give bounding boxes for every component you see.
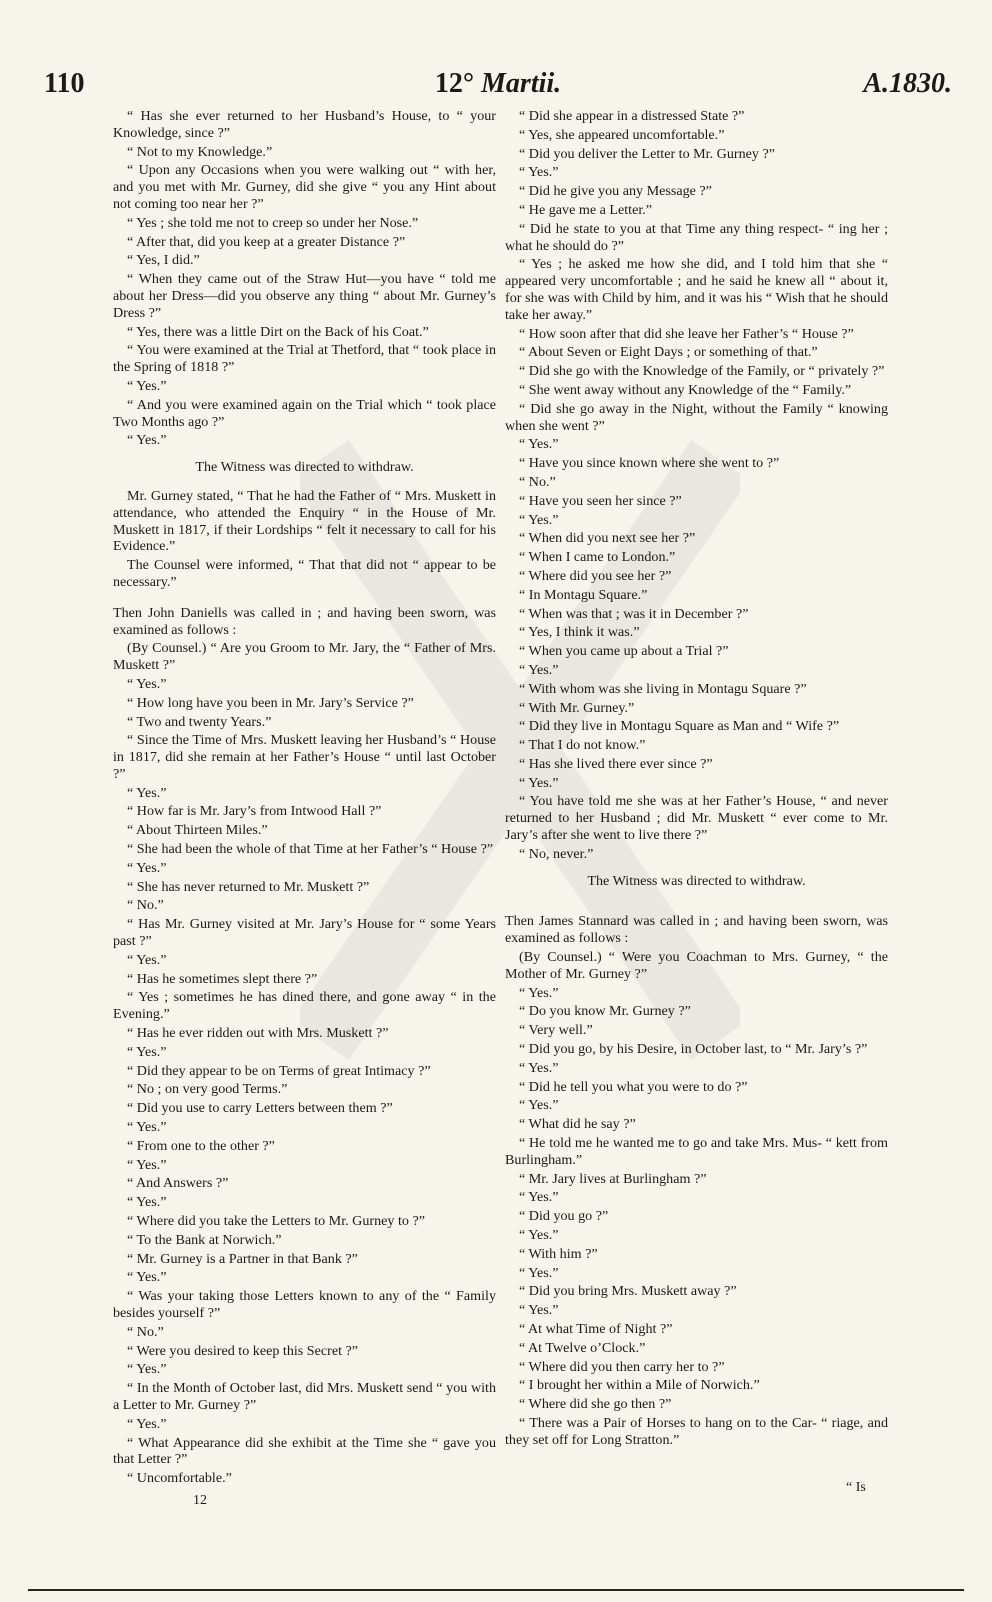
question-paragraph: “ After that, did you keep at a greater Distance ?” bbox=[127, 233, 406, 250]
question-paragraph: “ When did you next see her ?” bbox=[519, 530, 696, 547]
question-paragraph: “ When they came out of the Straw Hut—you have “ told me about her Dress—did you observe any thing “ about Mr. Gurney’s Dress ?” bbox=[113, 271, 496, 321]
answer-paragraph: “ With Mr. Gurney.” bbox=[519, 699, 635, 716]
question-paragraph: “ Did she go with the Knowledge of the Family, or “ privately ?” bbox=[519, 363, 885, 380]
answer-paragraph: “ Yes.” bbox=[127, 784, 167, 801]
answer-paragraph: “ Yes.” bbox=[127, 951, 167, 968]
question-paragraph: “ You have told me she was at her Father’s House, “ and never returned to her Husband ; did Mr. Muskett “ ever come to Mr. Jary’s after she went to live there ?” bbox=[505, 793, 888, 844]
answer-paragraph: “ No ; on very good Terms.” bbox=[127, 1081, 288, 1098]
answer-paragraph: “ Yes.” bbox=[127, 675, 167, 692]
question-paragraph: “ Did he tell you what you were to do ?” bbox=[519, 1078, 748, 1095]
answer-paragraph: “ I brought her within a Mile of Norwich.” bbox=[519, 1377, 760, 1394]
question-paragraph: “ Where did you then carry her to ?” bbox=[519, 1358, 725, 1375]
answer-paragraph: “ In Montagu Square.” bbox=[519, 586, 648, 603]
answer-paragraph: “ Yes.” bbox=[519, 164, 559, 181]
question-paragraph: Mr. Gurney stated, “ That he had the Father of “ Mrs. Muskett in attendance, who attended the Enquiry “ in the House of Mr. Muskett in 1817, if their Lordships “ felt it necessary to call for his Evidence.” bbox=[113, 487, 496, 555]
answer-paragraph: “ Yes, there was a little Dirt on the Back of his Coat.” bbox=[127, 323, 429, 340]
spacer bbox=[505, 901, 888, 913]
question-paragraph: “ She had been the whole of that Time at her Father’s “ House ?” bbox=[127, 841, 494, 858]
question-paragraph: “ Has he ever ridden out with Mrs. Muskett ?” bbox=[127, 1025, 389, 1042]
witness-withdraw-note: The Witness was directed to withdraw. bbox=[587, 872, 806, 889]
question-paragraph: “ You were examined at the Trial at Thetford, that “ took place in the Spring of 1818 ?” bbox=[113, 342, 496, 376]
question-paragraph: “ Upon any Occasions when you were walking out “ with her, and you met with Mr. Gurney, did she give “ you any Hint about not coming too near her ?” bbox=[113, 162, 496, 212]
right-column bbox=[505, 108, 888, 1451]
page-number: 110 bbox=[44, 68, 85, 99]
answer-paragraph: “ Yes.” bbox=[519, 1227, 559, 1244]
question-paragraph: “ Has Mr. Gurney visited at Mr. Jary’s House for “ some Years past ?” bbox=[113, 916, 496, 950]
catchword: “ Is bbox=[846, 1480, 866, 1495]
question-paragraph: “ Did you use to carry Letters between them ?” bbox=[127, 1100, 393, 1117]
header-year: A.1830. bbox=[863, 68, 952, 99]
answer-paragraph: “ Uncomfortable.” bbox=[127, 1470, 232, 1487]
question-paragraph: “ Did you bring Mrs. Muskett away ?” bbox=[519, 1283, 737, 1300]
answer-paragraph: “ About Seven or Eight Days ; or something of that.” bbox=[519, 344, 818, 361]
answer-paragraph: “ No.” bbox=[519, 473, 556, 490]
question-paragraph: “ In the Month of October last, did Mrs. Muskett send “ you with a Letter to Mr. Gurney ?” bbox=[113, 1380, 496, 1413]
question-paragraph: “ At what Time of Night ?” bbox=[519, 1321, 673, 1337]
answer-paragraph: “ About Thirteen Miles.” bbox=[127, 822, 268, 839]
answer-paragraph: “ Yes.” bbox=[127, 1043, 167, 1060]
question-paragraph: “ Did you deliver the Letter to Mr. Gurney ?” bbox=[519, 145, 775, 162]
question-paragraph: “ Did he state to you at that Time any thing respect- “ ing her ; what he should do ?” bbox=[505, 220, 888, 254]
answer-paragraph: “ He gave me a Letter.” bbox=[519, 201, 653, 218]
answer-paragraph: “ Yes.” bbox=[127, 1415, 167, 1432]
answer-paragraph: “ Yes.” bbox=[519, 1189, 559, 1206]
question-paragraph: “ Did you go ?” bbox=[519, 1208, 609, 1225]
bottom-rule bbox=[28, 1589, 964, 1591]
answer-paragraph: “ He told me he wanted me to go and take Mrs. Mus- “ kett from Burlingham.” bbox=[505, 1135, 888, 1168]
question-paragraph: “ Have you seen her since ?” bbox=[519, 492, 682, 509]
question-paragraph: “ What Appearance did she exhibit at the Time she “ gave you that Letter ?” bbox=[113, 1434, 496, 1468]
answer-paragraph: “ Yes, she appeared uncomfortable.” bbox=[519, 126, 725, 143]
answer-paragraph: “ Yes.” bbox=[519, 436, 559, 453]
question-paragraph: “ And you were examined again on the Trial which “ took place Two Months ago ?” bbox=[113, 396, 496, 430]
answer-paragraph: “ Yes.” bbox=[519, 1264, 559, 1281]
answer-paragraph: “ Two and twenty Years.” bbox=[127, 713, 272, 730]
question-paragraph: “ And Answers ?” bbox=[127, 1175, 229, 1192]
answer-paragraph: “ Yes.” bbox=[519, 1302, 559, 1319]
answer-paragraph: “ That I do not know.” bbox=[519, 737, 646, 754]
question-paragraph: “ With him ?” bbox=[519, 1245, 598, 1262]
answer-paragraph: “ No, never.” bbox=[519, 845, 594, 862]
answer-paragraph: “ Yes.” bbox=[519, 1059, 559, 1076]
answer-paragraph: “ Yes.” bbox=[127, 432, 167, 449]
answer-paragraph: “ Yes.” bbox=[127, 1156, 167, 1173]
answer-paragraph: “ Yes.” bbox=[127, 377, 167, 394]
question-paragraph: “ Mr. Gurney is a Partner in that Bank ?” bbox=[127, 1250, 358, 1267]
question-paragraph: (By Counsel.) “ Are you Groom to Mr. Jary, the “ Father of Mrs. Muskett ?” bbox=[113, 640, 496, 674]
question-paragraph: “ Did you go, by his Desire, in October last, to “ Mr. Jary’s ?” bbox=[519, 1041, 868, 1058]
header-date-number: 12° bbox=[434, 68, 475, 99]
page-header bbox=[36, 64, 960, 100]
question-paragraph: “ With whom was she living in Montagu Square ?” bbox=[519, 680, 807, 697]
question-paragraph: “ How long have you been in Mr. Jary’s Service ?” bbox=[127, 694, 414, 711]
answer-paragraph: “ Yes.” bbox=[127, 859, 167, 876]
answer-paragraph: “ There was a Pair of Horses to hang on to the Car- “ riage, and they set off for Long Stratton.” bbox=[505, 1414, 888, 1448]
answer-paragraph: “ Yes.” bbox=[127, 1194, 167, 1211]
answer-paragraph: “ Yes, I think it was.” bbox=[519, 624, 640, 641]
header-date bbox=[36, 68, 960, 100]
answer-paragraph: “ Not to my Knowledge.” bbox=[127, 143, 273, 160]
answer-paragraph: “ Yes.” bbox=[127, 1361, 167, 1378]
answer-paragraph: “ Yes ; sometimes he has dined there, and gone away “ in the Evening.” bbox=[113, 989, 496, 1023]
answer-paragraph: “ Yes.” bbox=[519, 511, 559, 528]
answer-paragraph: “ When I came to London.” bbox=[519, 549, 676, 566]
answer-paragraph: “ At Twelve o’Clock.” bbox=[519, 1339, 646, 1356]
answer-paragraph: “ Yes, I did.” bbox=[127, 252, 200, 269]
answer-paragraph: “ No.” bbox=[127, 897, 164, 914]
answer-paragraph: “ Yes.” bbox=[519, 661, 559, 678]
question-paragraph: “ Where did you see her ?” bbox=[519, 567, 672, 584]
question-paragraph: “ Has she lived there ever since ?” bbox=[519, 755, 713, 772]
question-paragraph: “ Has she ever returned to her Husband’s House, to “ your Knowledge, since ?” bbox=[113, 108, 496, 141]
question-paragraph: “ Did they appear to be on Terms of great Intimacy ?” bbox=[127, 1062, 431, 1079]
question-paragraph: “ Where did she go then ?” bbox=[519, 1396, 672, 1413]
left-column bbox=[113, 108, 496, 1510]
question-paragraph: “ Where did you take the Letters to Mr. Gurney to ?” bbox=[127, 1213, 425, 1230]
question-paragraph: “ How soon after that did she leave her Father’s “ House ?” bbox=[519, 325, 854, 342]
question-paragraph: (By Counsel.) “ Were you Coachman to Mrs. Gurney, “ the Mother of Mr. Gurney ?” bbox=[505, 949, 888, 982]
answer-paragraph: “ Very well.” bbox=[519, 1022, 593, 1039]
witness-withdraw-note: The Witness was directed to withdraw. bbox=[195, 459, 414, 476]
question-paragraph: “ From one to the other ?” bbox=[127, 1137, 275, 1154]
answer-paragraph: “ She went away without any Knowledge of the “ Family.” bbox=[519, 381, 852, 398]
question-paragraph: “ Mr. Jary lives at Burlingham ?” bbox=[519, 1170, 707, 1187]
answer-paragraph: “ Yes.” bbox=[127, 1119, 167, 1136]
question-paragraph: “ When you came up about a Trial ?” bbox=[519, 643, 729, 660]
answer-paragraph: “ Yes ; he asked me how she did, and I told him that she “ appeared very uncomfortable ; and he said he knew all “ about it, for she was with Child by him, and it was his “ Wish that he should take her away.” bbox=[505, 256, 888, 323]
witness-intro: Then John Daniells was called in ; and having been sworn, was examined as follows : bbox=[113, 604, 496, 638]
question-paragraph: “ When was that ; was it in December ?” bbox=[519, 605, 749, 622]
question-paragraph: “ Did she appear in a distressed State ?” bbox=[519, 108, 745, 124]
question-paragraph: “ Did she go away in the Night, without the Family “ knowing when she went ?” bbox=[505, 400, 888, 434]
signature-mark: 12 bbox=[193, 1492, 207, 1508]
answer-paragraph: “ Yes ; she told me not to creep so under her Nose.” bbox=[127, 214, 419, 231]
question-paragraph: “ Has he sometimes slept there ?” bbox=[127, 970, 318, 987]
spacer bbox=[113, 593, 496, 605]
header-date-word: Martii. bbox=[481, 68, 562, 99]
question-paragraph: “ Do you know Mr. Gurney ?” bbox=[519, 1003, 691, 1020]
question-paragraph: “ What did he say ?” bbox=[519, 1116, 636, 1133]
question-paragraph: “ Since the Time of Mrs. Muskett leaving her Husband’s “ House in 1817, did she remain at her Father’s House “ until last October ?” bbox=[113, 732, 496, 782]
answer-paragraph: “ To the Bank at Norwich.” bbox=[127, 1231, 282, 1248]
question-paragraph: “ Did he give you any Message ?” bbox=[519, 183, 712, 200]
question-paragraph: “ She has never returned to Mr. Muskett ?” bbox=[127, 878, 370, 895]
question-paragraph: “ Have you since known where she went to ?” bbox=[519, 455, 780, 472]
witness-intro: Then James Stannard was called in ; and having been sworn, was examined as follows : bbox=[505, 913, 888, 947]
question-paragraph: “ How far is Mr. Jary’s from Intwood Hall ?” bbox=[127, 803, 382, 820]
answer-paragraph: “ Yes.” bbox=[127, 1269, 167, 1286]
question-paragraph: “ Did they live in Montagu Square as Man and “ Wife ?” bbox=[519, 718, 840, 735]
question-paragraph: “ Were you desired to keep this Secret ?” bbox=[127, 1342, 359, 1359]
question-paragraph: The Counsel were informed, “ That that did not “ appear to be necessary.” bbox=[113, 557, 496, 590]
answer-paragraph: “ No.” bbox=[127, 1323, 164, 1340]
question-paragraph: “ Was your taking those Letters known to any of the “ Family besides yourself ?” bbox=[113, 1288, 496, 1321]
answer-paragraph: “ Yes.” bbox=[519, 1097, 559, 1114]
answer-paragraph: “ Yes.” bbox=[519, 774, 559, 791]
answer-paragraph: “ Yes.” bbox=[519, 984, 559, 1001]
